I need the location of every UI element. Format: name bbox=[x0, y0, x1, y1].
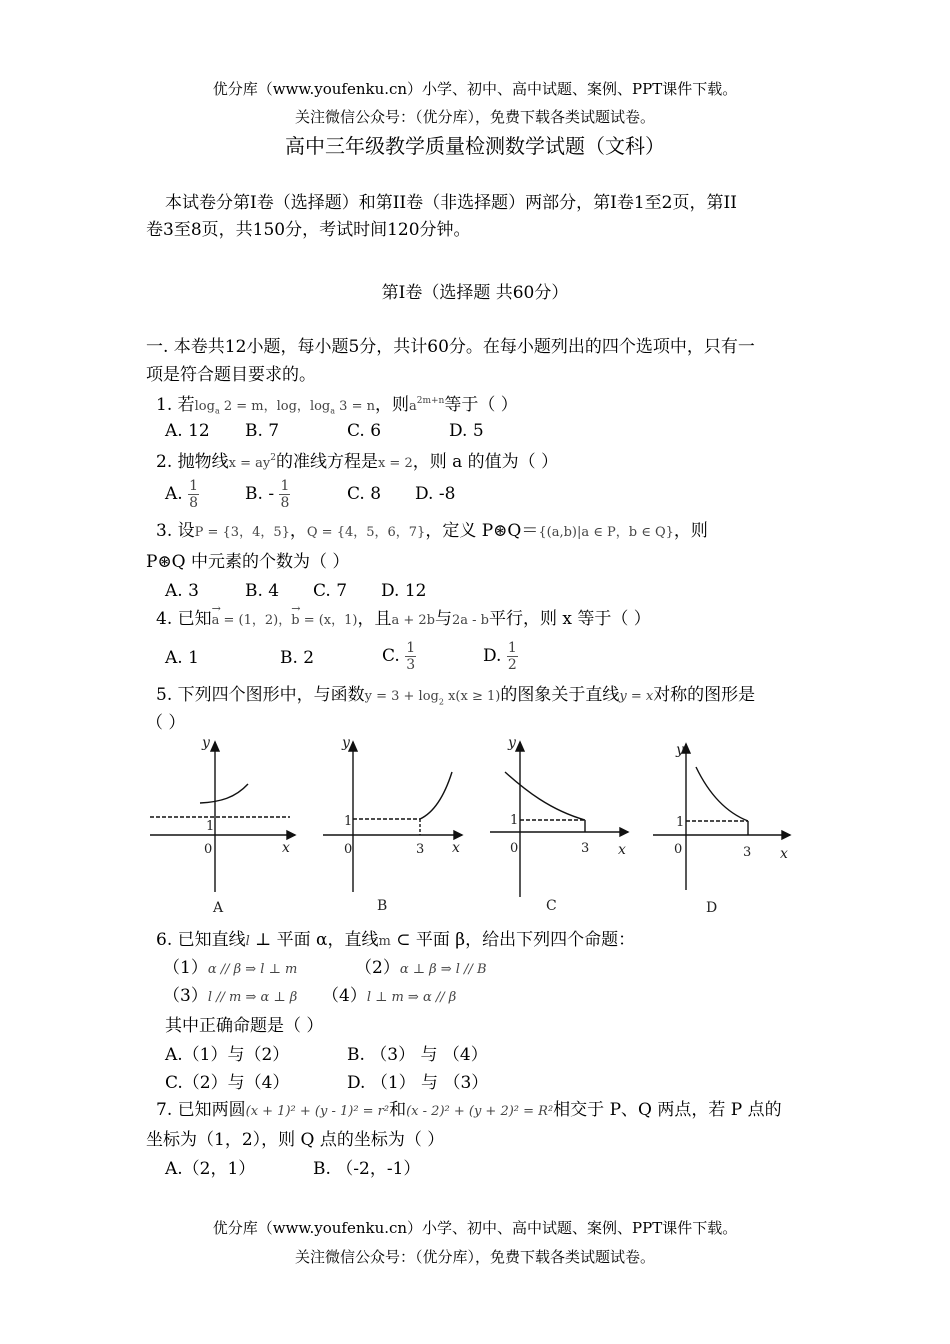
q3-option-b[interactable]: B. 4 bbox=[245, 581, 280, 601]
header-line-1: 优分库（www.youfenku.cn）小学、初中、高中试题、案例、PPT课件下载。 bbox=[212, 80, 738, 98]
graph-d[interactable] bbox=[653, 744, 790, 890]
question-5: 5. 下列四个图形中，与函数$y = 3 + \log_2 x(x \ge 1)$的图象关于直线y = x对称的图形是 bbox=[156, 685, 756, 707]
graph-d-origin: 0 bbox=[674, 842, 683, 857]
q3-option-d[interactable]: D. 12 bbox=[381, 581, 427, 601]
intro-line-2: 卷3至8页，共150分，考试时间120分钟。 bbox=[146, 220, 471, 240]
graph-a[interactable] bbox=[150, 742, 295, 892]
question-2: 2. 抛物线$x = ay^2$的准线方程是x = 2，则 a 的值为（ ） bbox=[156, 452, 559, 472]
graph-d-tick-1: 1 bbox=[676, 815, 685, 830]
graph-a-y-label: y bbox=[202, 735, 210, 751]
graph-b-curve bbox=[420, 772, 452, 819]
instructions-line-2: 项是符合题目要求的。 bbox=[146, 365, 316, 385]
q2-option-a[interactable]: A. $\frac{1}{8}$ bbox=[165, 478, 199, 511]
instructions-line-1: 一. 本卷共12小题，每小题5分，共计60分。在每小题列出的四个选项中，只有一 bbox=[146, 337, 755, 357]
q5-graphs bbox=[140, 732, 820, 922]
q1-option-d[interactable]: D. 5 bbox=[449, 421, 484, 441]
q3-option-a[interactable]: A. 3 bbox=[165, 581, 199, 601]
graph-b-tick-3: 3 bbox=[416, 842, 425, 857]
q4-option-d[interactable]: D. $\frac{1}{2}$ bbox=[483, 640, 517, 673]
graph-c-y-arrow bbox=[516, 742, 524, 751]
footer-line-2: 关注微信公众号：（优分库），免费下载各类试题试卷。 bbox=[294, 1248, 655, 1266]
graph-c-tick-1: 1 bbox=[510, 813, 519, 828]
q4-option-c[interactable]: C. $\frac{1}{3}$ bbox=[382, 640, 416, 673]
question-3-line-2: P⊛Q 中元素的个数为（ ） bbox=[146, 552, 350, 572]
q3-option-c[interactable]: C. 7 bbox=[313, 581, 348, 601]
graph-d-label: D bbox=[706, 900, 718, 916]
graph-a-x-label: x bbox=[282, 840, 290, 856]
q6-option-b[interactable]: B. （3） 与 （4） bbox=[347, 1045, 488, 1065]
proposition-2: （2）α ⊥ β ⇒ l // B bbox=[355, 958, 487, 978]
graph-a-x-arrow bbox=[287, 831, 295, 839]
graph-c-x-label: x bbox=[618, 842, 626, 858]
header-line-2: 关注微信公众号：（优分库），免费下载各类试题试卷。 bbox=[294, 108, 655, 126]
proposition-4: （4）l ⊥ m ⇒ α // β bbox=[322, 986, 457, 1006]
question-5-line-2: （ ） bbox=[146, 713, 186, 733]
section-title: 第I卷（选择题 共60分） bbox=[381, 283, 569, 303]
question-6: 6. 已知直线l ⊥ 平面 α，直线m ⊂ 平面 β，给出下列四个命题： bbox=[156, 930, 636, 950]
graph-a-origin: 0 bbox=[204, 842, 213, 857]
graph-c-origin: 0 bbox=[510, 841, 519, 856]
graph-a-tick-1: 1 bbox=[206, 819, 215, 834]
graph-c-tick-3: 3 bbox=[581, 841, 590, 856]
fraction: $\frac{1}{2}$ bbox=[507, 640, 517, 673]
graph-c-y-label: y bbox=[508, 735, 516, 751]
q7-option-b[interactable]: B. （-2，-1） bbox=[313, 1159, 421, 1179]
graph-c-label: C bbox=[546, 898, 557, 914]
question-7: 7. 已知两圆(x + 1)² + (y - 1)² = r²和(x - 2)² + (y + 2)² = R²相交于 P、Q 两点，若 P 点的 bbox=[156, 1100, 782, 1120]
graph-a-label: A bbox=[213, 900, 224, 916]
question-6-ask: 其中正确命题是（ ） bbox=[165, 1016, 324, 1036]
graph-d-curve bbox=[696, 767, 748, 821]
graph-c-x-arrow bbox=[620, 828, 628, 836]
q1-option-a[interactable]: A. 12 bbox=[165, 421, 210, 441]
footer-line-1: 优分库（www.youfenku.cn）小学、初中、高中试题、案例、PPT课件下载。 bbox=[212, 1219, 738, 1237]
graph-b-x-arrow bbox=[454, 831, 462, 839]
graph-b-y-label: y bbox=[342, 735, 350, 751]
graph-a-y-arrow bbox=[211, 742, 219, 751]
graph-b-tick-1: 1 bbox=[344, 814, 353, 829]
graph-b-origin: 0 bbox=[344, 842, 353, 857]
q2-option-c[interactable]: C. 8 bbox=[347, 484, 382, 504]
question-4: 4. 已知→ a = (1，2)，→ b = (x，1)，且a + 2b与2a - b平行，则 x 等于（ ） bbox=[156, 608, 651, 632]
fraction: $\frac{1}{8}$ bbox=[189, 478, 199, 511]
graph-d-x-arrow bbox=[782, 831, 790, 839]
graph-b-label: B bbox=[377, 898, 388, 914]
q1-option-c[interactable]: C. 6 bbox=[347, 421, 382, 441]
question-3: 3. 设P = {3，4，5}，Q = {4，5，6，7}，定义 P⊛Q＝{(a,b)|a ∈ P，b ∈ Q}，则 bbox=[156, 521, 708, 541]
q7-option-a[interactable]: A.（2，1） bbox=[165, 1159, 256, 1179]
q6-option-d[interactable]: D. （1） 与 （3） bbox=[347, 1073, 489, 1093]
q1-option-b[interactable]: B. 7 bbox=[245, 421, 280, 441]
q6-option-a[interactable]: A.（1）与（2） bbox=[165, 1045, 290, 1065]
graph-d-tick-3: 3 bbox=[743, 845, 752, 860]
question-1: 1. 若$\log_a 2 = m$，log，$\log_a 3 = n$，则$a^{2m+n}$等于（ ） bbox=[156, 395, 518, 416]
fraction: $\frac{1}{8}$ bbox=[280, 478, 290, 511]
graph-b-y-arrow bbox=[349, 742, 357, 751]
intro-line-1: 本试卷分第I卷（选择题）和第II卷（非选择题）两部分，第I卷1至2页，第II bbox=[165, 193, 737, 213]
graph-d-x-label: x bbox=[780, 846, 788, 862]
q4-option-b[interactable]: B. 2 bbox=[280, 648, 315, 668]
q4-option-a[interactable]: A. 1 bbox=[165, 648, 199, 668]
graph-b-x-label: x bbox=[452, 840, 460, 856]
graph-d-y-label: y bbox=[676, 742, 684, 758]
proposition-3: （3）l // m ⇒ α ⊥ β bbox=[163, 986, 298, 1006]
question-7-line-2: 坐标为（1，2），则 Q 点的坐标为（ ） bbox=[146, 1130, 445, 1150]
q2-option-d[interactable]: D. -8 bbox=[415, 484, 456, 504]
graph-a-curve bbox=[200, 784, 248, 803]
fraction: $\frac{1}{3}$ bbox=[406, 640, 416, 673]
page-title: 高中三年级教学质量检测数学试题（文科） bbox=[285, 134, 665, 158]
q6-option-c[interactable]: C.（2）与（4） bbox=[165, 1073, 290, 1093]
q2-option-b[interactable]: B. - $\frac{1}{8}$ bbox=[245, 478, 290, 511]
proposition-1: （1）α // β ⇒ l ⊥ m bbox=[163, 958, 298, 978]
